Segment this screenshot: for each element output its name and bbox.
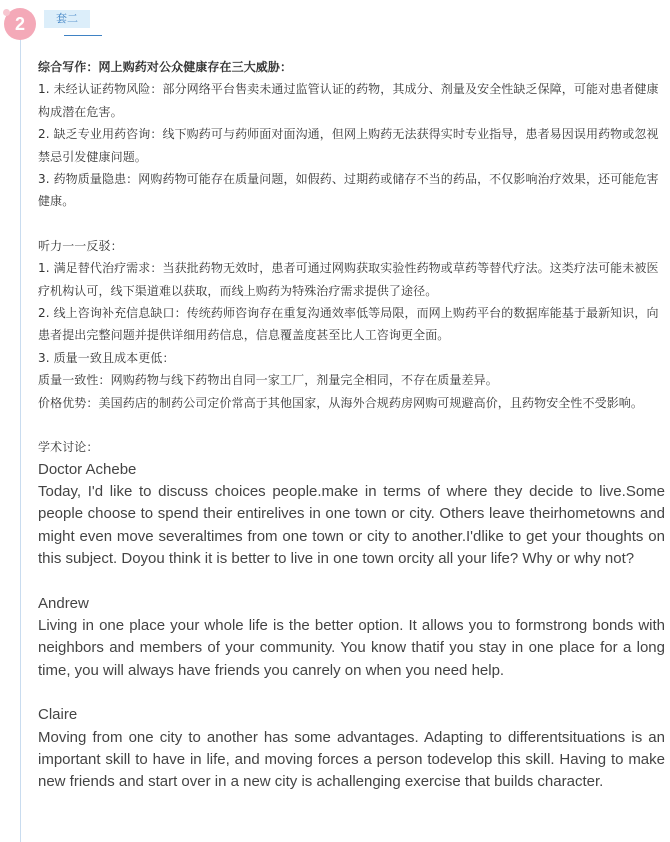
writing-point: 1. 未经认证药物风险：部分网络平台售卖未通过监管认证的药物，其成分、剂量及安全性缺乏保障，可能对患者健康构成潜在危害。 [38,82,659,119]
post-text: Moving from one city to another has some advantages. Adapting to differentsituations is an important skill to have in life, and moving forces a person todevelop this skill. Having to make new friends and start over in a new city is achallenging exercise that builds character. [38,728,665,791]
writing-point: 2. 缺乏专业用药咨询：线下购药可与药师面对面沟通，但网上购药无法获得实时专业指导，患者易因误用药物或忽视禁忌引发健康问题。 [38,127,659,164]
spacer [38,213,665,235]
academic-heading [38,436,665,458]
listening-title: 听力一一反驳： [38,238,123,253]
listening-point: 价格优势：美国药店的制药公司定价常高于其他国家，从海外合规药房网购可规避高价，且药物安全性不受影响。 [38,395,644,410]
article-body [38,56,665,794]
discussion-post [38,593,665,683]
listening-point: 2. 线上咨询补充信息缺口：传统药师咨询存在重复沟通效率低等局限，而网上购药平台的数据库能基于最新知识，向患者提出完整问题并提供详细用药信息，信息覆盖度甚至比人工咨询更全面。 [38,306,659,343]
listening-point: 3. 质量一致且成本更低： [38,350,175,365]
academic-title: 学术讨论： [38,440,99,455]
post-author: Andrew [38,594,89,612]
writing-section [38,56,665,213]
section-tag: 套二 [44,10,90,28]
spacer [38,571,665,593]
writing-title: 综合写作：网上购药对公众健康存在三大威胁： [38,60,293,74]
listening-point: 质量一致性：网购药物与线下药物出自同一家工厂，剂量完全相同，不存在质量差异。 [38,373,498,388]
step-number-badge: 2 [4,8,36,40]
spacer [38,682,665,704]
post-text: Today, I'd like to discuss choices people.make in terms of where they decide to live.Some people choose to spend their entirelives in one town or city. Others leave theirhometowns and might even move severaltimes from one town or city to another.I'dlike to get your thoughts on this subject. Doyou think it is better to live in one town orcity all your life? Why or why not? [38,482,665,568]
listening-point: 1. 满足替代治疗需求：当获批药物无效时，患者可通过网购获取实验性药物或草药等替代疗法。这类疗法可能未被医疗机构认可，线下渠道难以获取，而线上购药为特殊治疗需求提供了途径。 [38,261,659,298]
tag-underline [64,35,102,36]
writing-point: 3. 药物质量隐患：网购药物可能存在质量问题，如假药、过期药或储存不当的药品，不仅影响治疗效果，还可能危害健康。 [38,172,659,209]
step-dot-decoration [3,9,10,16]
post-author: Doctor Achebe [38,460,137,478]
spacer [38,414,665,436]
discussion-post [38,459,665,571]
listening-section [38,235,665,414]
post-author: Claire [38,706,78,724]
post-text: Living in one place your whole life is the better option. It allows you to formstrong bonds with neighbors and members of your community. You know thatif you stay in one place for a long time, you will always have friends you canrely on when you need help. [38,616,665,679]
timeline-rail [20,32,21,842]
discussion-post [38,704,665,794]
